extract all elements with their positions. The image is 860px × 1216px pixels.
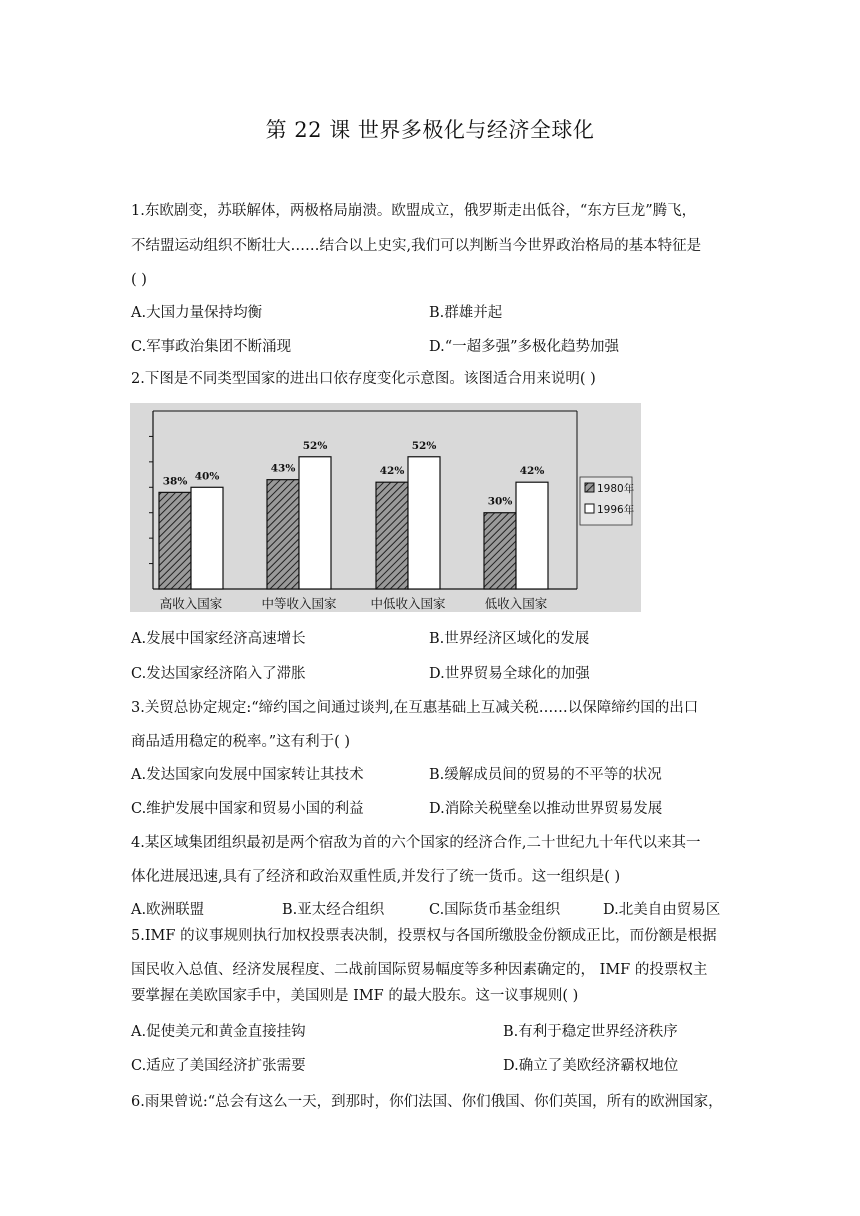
q5-stem-line-2: 国民收入总值、经济发展程度、二战前国际贸易幅度等多种因素确定的， IMF 的投票权主 bbox=[131, 962, 708, 978]
bar-1996年-中低收入国家 bbox=[408, 457, 440, 589]
data-label: 38% bbox=[162, 475, 188, 488]
legend-label: 1996年 bbox=[597, 504, 635, 516]
q5-option-b: B.有利于稳定世界经济秩序 bbox=[503, 1024, 678, 1040]
q1-option-b: B.群雄并起 bbox=[429, 305, 503, 321]
q4-stem-line-1: 4.某区域集团组织最初是两个宿敌为首的六个国家的经济合作,二十世纪九十年代以来其一 bbox=[131, 835, 701, 851]
q1-stem-line-1: 1.东欧剧变，苏联解体，两极格局崩溃。欧盟成立，俄罗斯走出低谷，“东方巨龙”腾飞， bbox=[131, 203, 697, 219]
q5-stem-line-3: 要掌握在美欧国家手中，美国则是 IMF 的最大股东。这一议事规则( ) bbox=[131, 988, 579, 1004]
bar-1996年-低收入国家 bbox=[516, 482, 548, 589]
bar-1996年-中等收入国家 bbox=[299, 457, 331, 589]
q4-option-a: A.欧洲联盟 bbox=[131, 902, 205, 918]
q2-stem: 2.下图是不同类型国家的进出口依存度变化示意图。该图适合用来说明( ) bbox=[131, 371, 596, 387]
q5-option-d: D.确立了美欧经济霸权地位 bbox=[503, 1058, 679, 1074]
q5-option-a: A.促使美元和黄金直接挂钩 bbox=[131, 1024, 306, 1040]
data-label: 40% bbox=[194, 470, 220, 483]
data-label: 52% bbox=[411, 439, 437, 452]
bar-1980年-中低收入国家 bbox=[376, 482, 408, 589]
q1-stem-line-2: 不结盟运动组织不断壮大……结合以上史实,我们可以判断当今世界政治格局的基本特征是 bbox=[131, 238, 702, 254]
category-label: 中等收入国家 bbox=[261, 596, 337, 611]
legend-swatch bbox=[585, 483, 594, 492]
bar-1980年-中等收入国家 bbox=[267, 480, 299, 589]
q3-option-d: D.消除关税壁垒以推动世界贸易发展 bbox=[429, 801, 663, 817]
legend-swatch bbox=[585, 504, 594, 513]
q3-option-a: A.发达国家向发展中国家转让其技术 bbox=[131, 767, 364, 783]
bar-1996年-高收入国家 bbox=[191, 487, 223, 589]
page-title: 第 22 课 世界多极化与经济全球化 bbox=[265, 118, 595, 142]
bar-1980年-高收入国家 bbox=[159, 492, 191, 589]
q6-stem-line-1: 6.雨果曾说:“总会有这么一天，到那时，你们法国、你们俄国、你们英国，所有的欧洲国家， bbox=[131, 1094, 723, 1110]
data-label: 30% bbox=[487, 495, 513, 508]
q2-option-a: A.发展中国家经济高速增长 bbox=[131, 631, 306, 647]
q1-option-a: A.大国力量保持均衡 bbox=[131, 305, 263, 321]
data-label: 42% bbox=[379, 465, 405, 478]
q4-option-d: D.北美自由贸易区 bbox=[603, 902, 721, 918]
trade-dependence-bar-chart bbox=[130, 403, 641, 612]
data-label: 52% bbox=[302, 439, 328, 452]
q1-option-c: C.军事政治集团不断涌现 bbox=[131, 339, 292, 355]
category-label: 中低收入国家 bbox=[370, 596, 446, 611]
q3-stem-line-1: 3.关贸总协定规定:“缔约国之间通过谈判,在互惠基础上互减关税……以保障缔约国的出口 bbox=[131, 700, 699, 716]
category-label: 高收入国家 bbox=[159, 596, 223, 611]
q1-stem-line-3: ( ) bbox=[131, 272, 147, 288]
q3-stem-line-2: 商品适用稳定的税率。”这有利于( ) bbox=[131, 734, 351, 750]
q3-option-b: B.缓解成员间的贸易的不平等的状况 bbox=[429, 767, 662, 783]
q3-option-c: C.维护发展中国家和贸易小国的利益 bbox=[131, 801, 364, 817]
q4-option-c: C.国际货币基金组织 bbox=[429, 902, 561, 918]
q2-option-b: B.世界经济区域化的发展 bbox=[429, 631, 590, 647]
data-label: 43% bbox=[270, 462, 296, 475]
category-label: 低收入国家 bbox=[484, 596, 548, 611]
q5-stem-line-1: 5.IMF 的议事规则执行加权投票表决制，投票权与各国所缴股金份额成正比，而份额是根据 bbox=[131, 928, 717, 944]
legend-label: 1980年 bbox=[597, 483, 635, 495]
q2-option-d: D.世界贸易全球化的加强 bbox=[429, 666, 590, 682]
q1-option-d: D.“一超多强”多极化趋势加强 bbox=[429, 339, 620, 355]
bar-1980年-低收入国家 bbox=[484, 513, 516, 589]
q5-option-c: C.适应了美国经济扩张需要 bbox=[131, 1058, 306, 1074]
q4-stem-line-2: 体化进展迅速,具有了经济和政治双重性质,并发行了统一货币。这一组织是( ) bbox=[131, 869, 621, 885]
data-label: 42% bbox=[519, 465, 545, 478]
q2-option-c: C.发达国家经济陷入了滞胀 bbox=[131, 666, 306, 682]
q4-option-b: B.亚太经合组织 bbox=[282, 902, 385, 918]
